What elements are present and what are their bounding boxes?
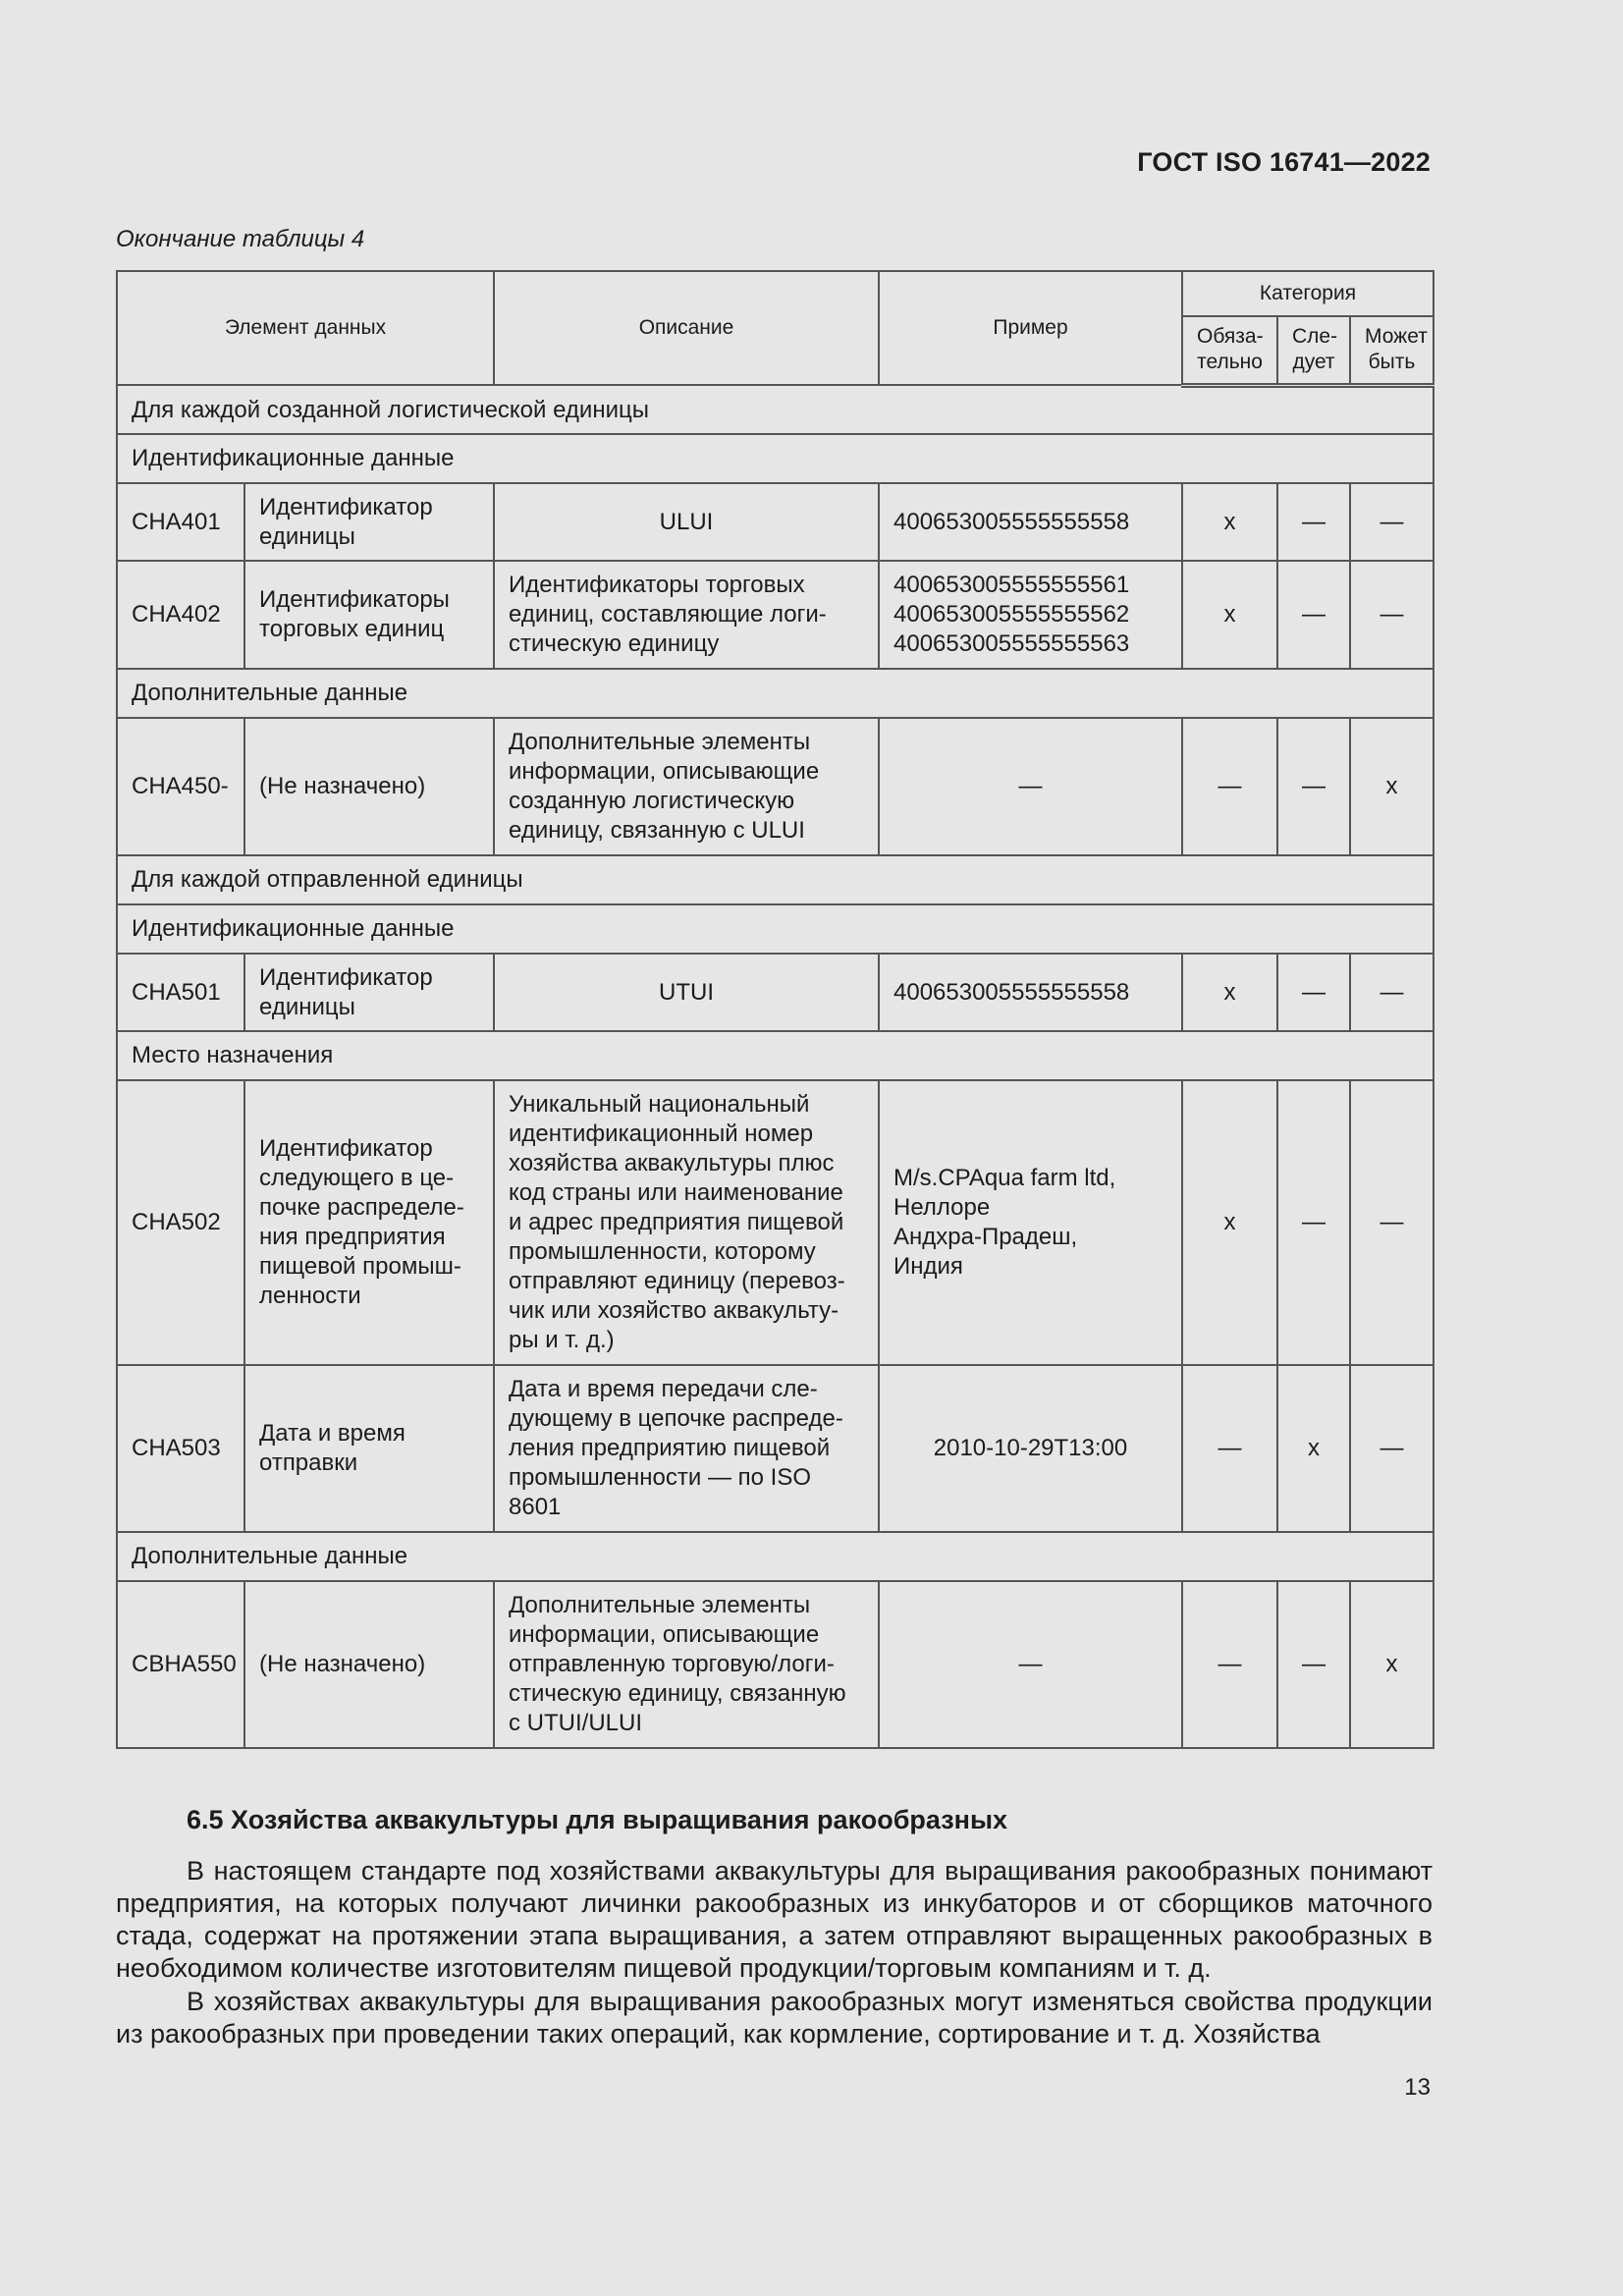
- section-row: [117, 1532, 1434, 1581]
- row-mandatory: —: [1182, 1365, 1277, 1532]
- row-name: (Не назначено): [244, 1581, 494, 1748]
- row-code: CHA402: [117, 561, 244, 669]
- row-example: 400653005555555558: [879, 483, 1182, 561]
- page-number: 13: [1404, 2074, 1431, 2101]
- section-label: Для каждой отправленной единицы: [117, 855, 1434, 904]
- row-mandatory: —: [1182, 1581, 1277, 1748]
- row-description: Дополнительные элементы информации, описывающие созданную логистическую единицу, связанную с ULUI: [494, 718, 879, 855]
- row-may: x: [1350, 718, 1434, 855]
- section-label: Дополнительные данные: [117, 1532, 1434, 1581]
- row-name: Идентификаторы торговых единиц: [244, 561, 494, 669]
- section-row: [117, 385, 1434, 434]
- table-row: [117, 1080, 1434, 1365]
- table-caption: Окончание таблицы 4: [116, 226, 365, 252]
- table-row: [117, 1581, 1434, 1748]
- body-paragraph: В настоящем стандарте под хозяйствами аквакультуры для выращивания ракообразных понимают предприятия, на которых получают личинки ракообразных из инкубаторов и от сборщиков маточного стада, содержат на протяжении этапа выращивания, а затем отправляют выращенных ракообразных в необходимом количестве изготовителям пищевой продукции/торговым компаниям и т. д.: [116, 1856, 1433, 1983]
- section-label: Идентификационные данные: [117, 434, 1434, 483]
- row-example: 2010-10-29T13:00: [879, 1365, 1182, 1532]
- row-should: —: [1277, 1581, 1350, 1748]
- row-example: —: [879, 1581, 1182, 1748]
- row-may: —: [1350, 954, 1434, 1031]
- row-name: Идентификатор единицы: [244, 954, 494, 1031]
- row-should: x: [1277, 1365, 1350, 1532]
- row-code: CBHA550: [117, 1581, 244, 1748]
- data-elements-table: [116, 270, 1434, 1749]
- row-description: Дополнительные элементы информации, описывающие отправленную торговую/логи- стическую единицу, связанную с UTUI/ULUI: [494, 1581, 879, 1748]
- table-row: [117, 718, 1434, 855]
- table-header: [117, 271, 1434, 385]
- row-example: M/s.CPAqua farm ltd, Неллоре Андхра-Прадеш, Индия: [879, 1080, 1182, 1365]
- column-header-category: Категория: [1182, 271, 1434, 316]
- document-code: ГОСТ ISO 16741—2022: [1137, 147, 1431, 177]
- row-should: —: [1277, 483, 1350, 561]
- row-description: Дата и время передачи сле- дующему в цепочке распреде- ления предприятию пищевой промышленности — по ISO 8601: [494, 1365, 879, 1532]
- row-description: Уникальный национальный идентификационный номер хозяйства аквакультуры плюс код страны или наименование и адрес предприятия пищевой промышленности, которому отправляют единицу (перевоз- чик или хозяйство аквакульту- ры и т. д.): [494, 1080, 879, 1365]
- table-row: [117, 954, 1434, 1031]
- column-header-element: Элемент данных: [117, 271, 494, 385]
- row-name: Идентификатор единицы: [244, 483, 494, 561]
- row-example: —: [879, 718, 1182, 855]
- row-should: —: [1277, 561, 1350, 669]
- row-may: —: [1350, 1080, 1434, 1365]
- column-header-may: Может быть: [1350, 316, 1434, 385]
- row-example: 400653005555555561 400653005555555562 400653005555555563: [879, 561, 1182, 669]
- row-may: —: [1350, 1365, 1434, 1532]
- row-mandatory: x: [1182, 483, 1277, 561]
- section-row: [117, 434, 1434, 483]
- column-header-mandatory: Обяза- тельно: [1182, 316, 1277, 385]
- column-header-description: Описание: [494, 271, 879, 385]
- section-row: [117, 855, 1434, 904]
- row-code: CHA503: [117, 1365, 244, 1532]
- row-may: —: [1350, 561, 1434, 669]
- section-row: [117, 669, 1434, 718]
- section-row: [117, 904, 1434, 954]
- row-may: x: [1350, 1581, 1434, 1748]
- row-code: CHA501: [117, 954, 244, 1031]
- row-mandatory: x: [1182, 561, 1277, 669]
- section-label: Дополнительные данные: [117, 669, 1434, 718]
- section-row: [117, 1031, 1434, 1080]
- section-label: Для каждой созданной логистической единицы: [117, 385, 1434, 434]
- row-description: UTUI: [494, 954, 879, 1031]
- row-description: Идентификаторы торговых единиц, составляющие логи- стическую единицу: [494, 561, 879, 669]
- table-row: [117, 1365, 1434, 1532]
- row-may: —: [1350, 483, 1434, 561]
- body-paragraph: В хозяйствах аквакультуры для выращивания ракообразных могут изменяться свойства продукции из ракообразных при проведении таких операций, как кормление, сортирование и т. д. Хозяйства: [116, 1987, 1433, 2049]
- column-header-should: Сле- дует: [1277, 316, 1350, 385]
- row-code: CHA450-: [117, 718, 244, 855]
- row-description: ULUI: [494, 483, 879, 561]
- row-should: —: [1277, 954, 1350, 1031]
- section-heading: 6.5 Хозяйства аквакультуры для выращивания ракообразных: [187, 1805, 1008, 1834]
- table-row: [117, 483, 1434, 561]
- column-header-example: Пример: [879, 271, 1182, 385]
- row-mandatory: x: [1182, 1080, 1277, 1365]
- section-label: Место назначения: [117, 1031, 1434, 1080]
- row-should: —: [1277, 718, 1350, 855]
- row-should: —: [1277, 1080, 1350, 1365]
- table-row: [117, 561, 1434, 669]
- row-example: 400653005555555558: [879, 954, 1182, 1031]
- row-name: Дата и время отправки: [244, 1365, 494, 1532]
- row-code: CHA502: [117, 1080, 244, 1365]
- row-mandatory: x: [1182, 954, 1277, 1031]
- row-name: Идентификатор следующего в це- почке распределе- ния предприятия пищевой промыш- ленности: [244, 1080, 494, 1365]
- row-name: (Не назначено): [244, 718, 494, 855]
- row-mandatory: —: [1182, 718, 1277, 855]
- row-code: CHA401: [117, 483, 244, 561]
- section-label: Идентификационные данные: [117, 904, 1434, 954]
